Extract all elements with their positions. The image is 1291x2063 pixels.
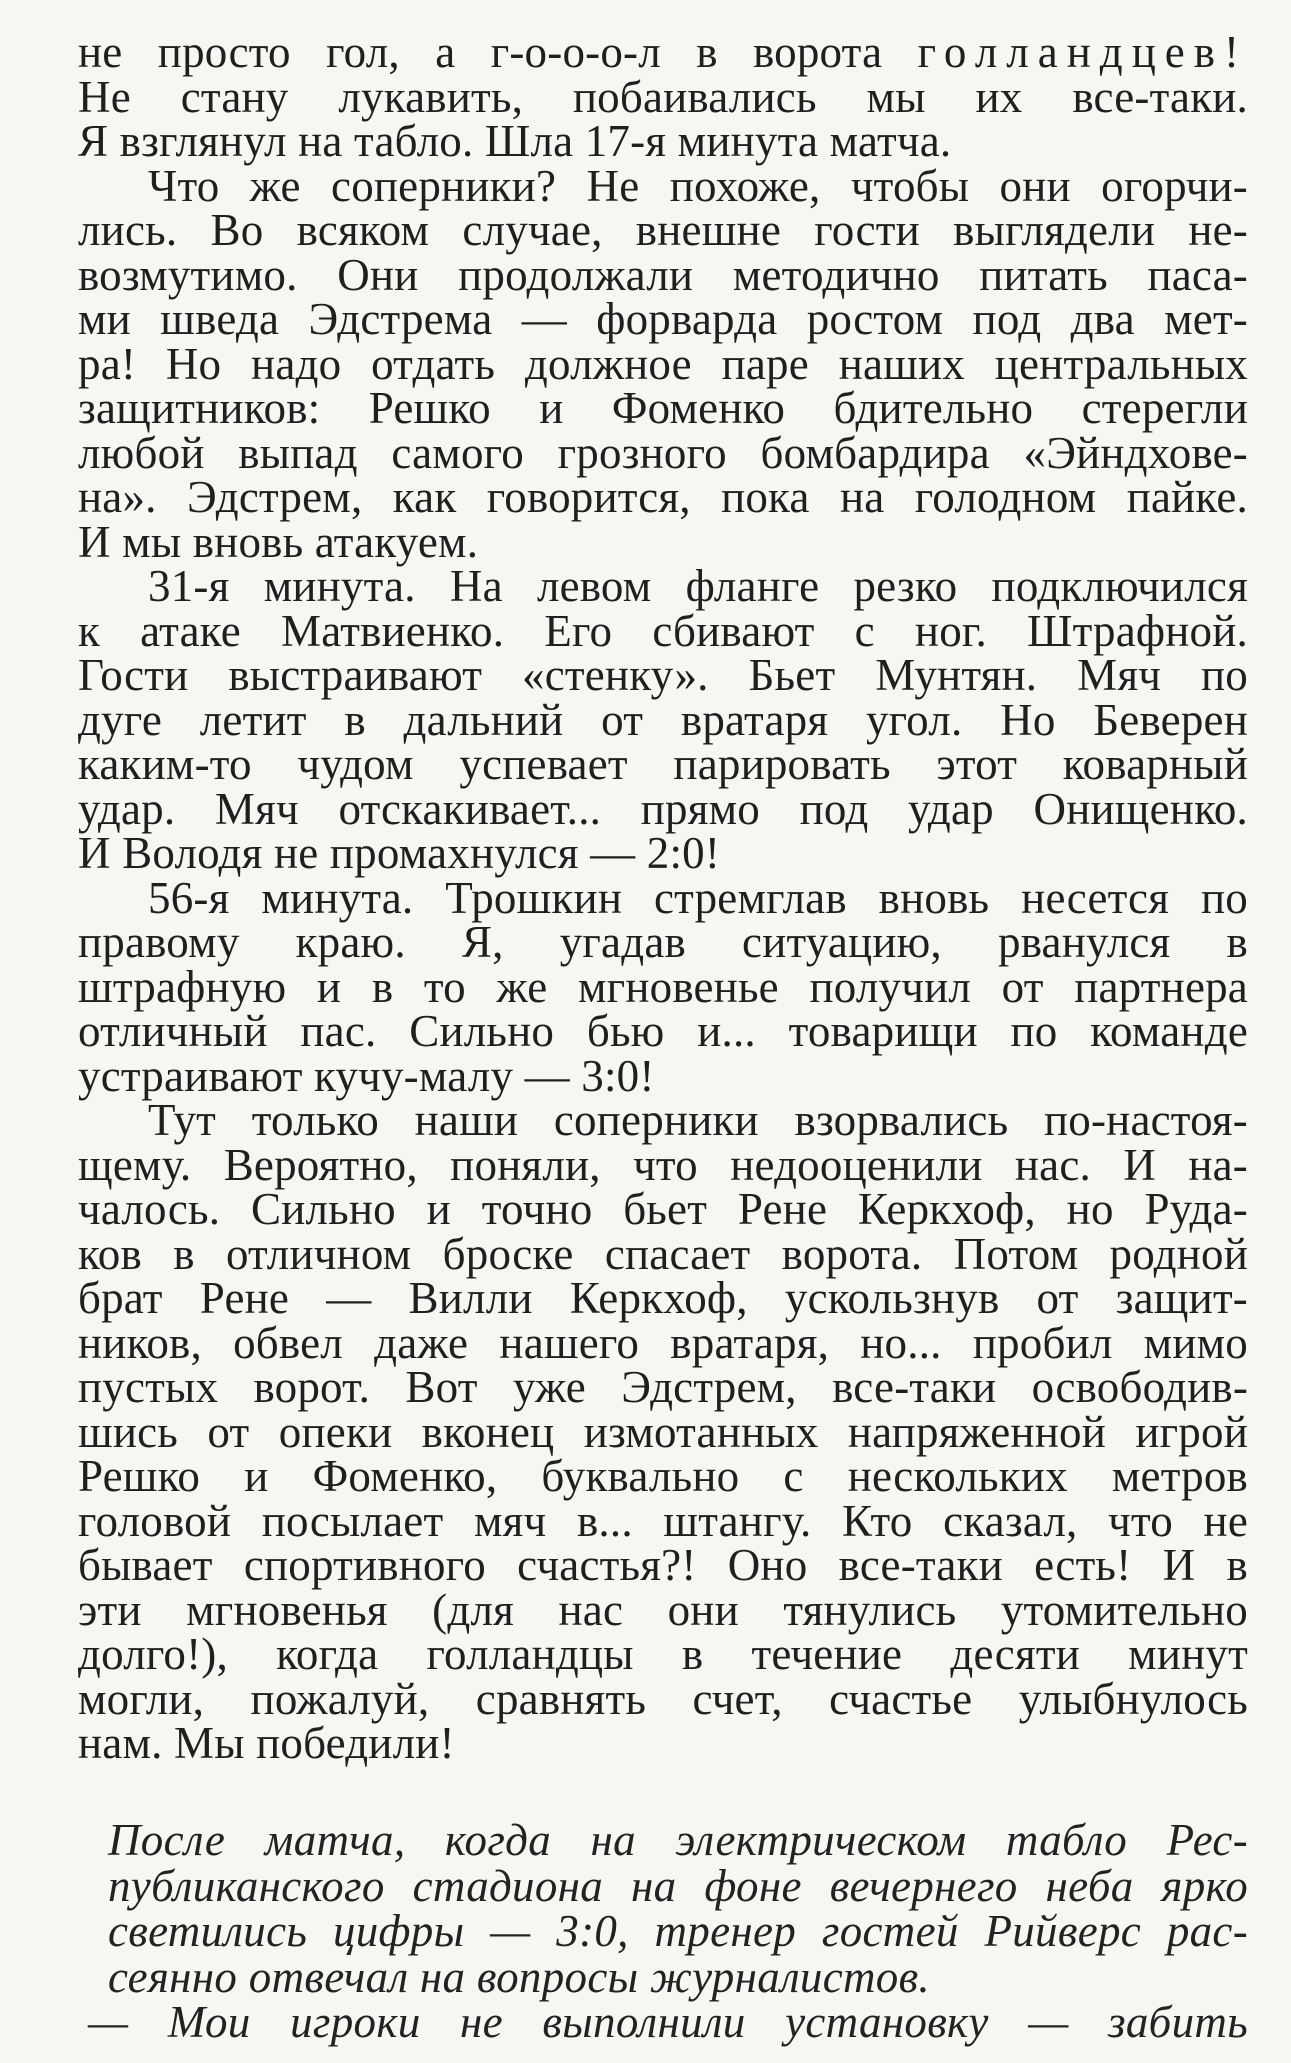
text-line: ми шведа Эдстрема — форварда ростом под два мет- [78, 294, 1248, 344]
text-line: Не стану лукавить, побаивались мы их все-таки. [78, 71, 1248, 122]
text-line: лись. Во всяком случае, внешне гости выглядели не- [78, 205, 1248, 255]
italic-text [88, 1815, 1248, 2047]
italic-line: сеянно отвечал на вопросы журналистов. [108, 1951, 930, 2002]
text-line-part: не просто гол, а г-о-о-о-л в ворота [78, 27, 918, 77]
italic-line: — Мои игроки не выполнили установку — забить [88, 1997, 1248, 2047]
text-line: отличный пас. Сильно бью и... товарищи по команде [78, 1006, 1248, 1056]
text-line: ков в отличном броске спасает ворота. Потом родной [78, 1228, 1248, 1279]
text-line [78, 27, 1248, 77]
italic-line: После матча, когда на электрическом табло Рес- [108, 1815, 1248, 1865]
paragraph-start-line: 56-я минута. Трошкин стремглав вновь несется по [148, 872, 1248, 923]
text-line: каким-то чудом успевает парировать этот коварный [78, 739, 1248, 789]
paragraph-start-line: Что же соперники? Не похоже, чтобы они огорчи- [148, 160, 1248, 211]
text-line: ра! Но надо отдать должное паре наших центральных [78, 338, 1248, 389]
text-line: правому краю. Я, угадав ситуацию, рванулся в [78, 917, 1248, 967]
text-line: удар. Мяч отскакивает... прямо под удар Онищенко. [78, 783, 1248, 834]
text-line: Гости выстраивают «стенку». Бьет Мунтян. Мяч по [78, 650, 1248, 700]
text-line: к атаке Матвиенко. Его сбивают с ног. Штрафной. [78, 605, 1248, 656]
text-line: могли, пожалуй, сравнять счет, счастье улыбнулось [78, 1673, 1248, 1724]
text-line: пустых ворот. Вот уже Эдстрем, все-таки освободив- [78, 1362, 1248, 1412]
text-line: ников, обвел даже нашего вратаря, но... пробил мимо [78, 1317, 1248, 1368]
paragraph-start-line: Тут только наши соперники взорвались по-настоя- [148, 1095, 1248, 1145]
text-line: Решко и Фоменко, буквально с нескольких метров [78, 1451, 1248, 1501]
main-text [78, 27, 1248, 1768]
text-line: Я взглянул на табло. Шла 17-я минута матча. [78, 116, 952, 166]
text-line: на». Эдстрем, как говорится, пока на голодном пайке. [78, 472, 1248, 522]
text-line: эти мгновенья (для нас они тянулись утомительно [78, 1584, 1248, 1635]
text-line: И мы вновь атакуем. [78, 516, 479, 567]
text-line: нам. Мы победили! [78, 1718, 455, 1768]
text-line: защитников: Решко и Фоменко бдительно стерегли [78, 383, 1248, 433]
text-line: любой выпад самого грозного бомбардира «Эйндхове- [78, 427, 1248, 478]
italic-line: публиканского стадиона на фоне вечернего неба ярко [108, 1860, 1248, 1911]
text-line: штрафную и в то же мгновенье получил от партнера [78, 961, 1248, 1012]
text-line: дуге летит в дальний от вратаря угол. Но Беверен [78, 694, 1248, 745]
spaced-word: голландцев! [917, 27, 1248, 77]
text-line: чалось. Сильно и точно бьет Рене Керкхоф, но Руда- [78, 1184, 1248, 1234]
text-line: щему. Вероятно, поняли, что недооценили нас. И на- [78, 1139, 1248, 1190]
text-line: устраивают кучу-малу — 3:0! [78, 1050, 655, 1101]
italic-line: светились цифры — 3:0, тренер гостей Рийверс рас- [108, 1906, 1248, 1956]
paragraph-start-line: 31-я минута. На левом фланге резко подключился [148, 561, 1248, 611]
text-line: долго!), когда голландцы в течение десяти минут [78, 1629, 1248, 1679]
text-line: головой посылает мяч в... штангу. Кто сказал, что не [78, 1495, 1248, 1546]
text-line: шись от опеки вконец измотанных напряженной игрой [78, 1406, 1248, 1457]
text-line: брат Рене — Вилли Керкхоф, ускользнув от защит- [78, 1273, 1248, 1323]
text-line: возмутимо. Они продолжали методично питать паса- [78, 249, 1248, 300]
text-line: И Володя не промахнулся — 2:0! [78, 828, 721, 878]
text-line: бывает спортивного счастья?! Оно все-таки есть! И в [78, 1540, 1248, 1590]
